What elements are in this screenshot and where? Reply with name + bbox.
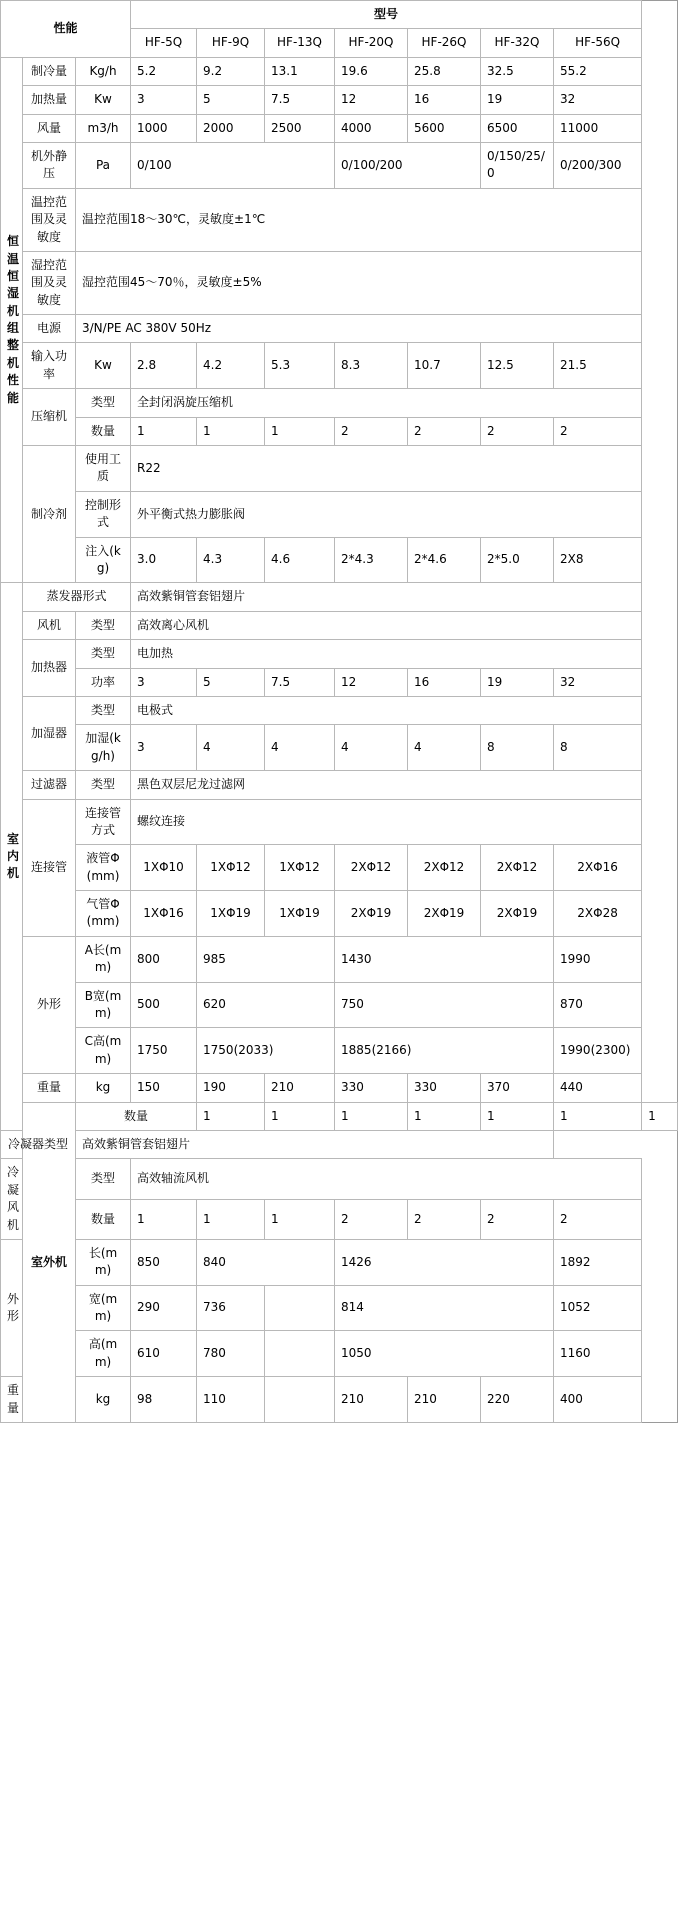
row-condenser — [1, 1130, 678, 1158]
group-label-indoor-unit: 室内机 — [1, 583, 23, 1131]
label-cooling-capacity: 制冷量 — [23, 57, 76, 85]
cell-gas-pipe-7: 2XΦ28 — [554, 891, 642, 937]
row-heating-capacity — [1, 86, 678, 114]
cell-outdoor-qty-2: 1 — [265, 1102, 335, 1130]
cell-humidifier-cap-1: 3 — [131, 725, 197, 771]
cell-airflow-4: 4000 — [335, 114, 408, 142]
label-filter-type: 类型 — [76, 771, 131, 799]
label-condenser: 冷凝器类型 — [1, 1130, 76, 1158]
row-outdoor-weight — [1, 1377, 678, 1423]
cell-indoor-weight-2: 190 — [197, 1074, 265, 1102]
row-static-pressure — [1, 142, 678, 188]
label-liquid-pipe: 液管Φ(mm) — [76, 845, 131, 891]
row-indoor-height — [1, 1028, 678, 1074]
model-col-1: HF-5Q — [131, 29, 197, 57]
cell-condenser-fan-qty-2: 1 — [197, 1199, 265, 1239]
label-compressor: 压缩机 — [23, 389, 76, 446]
cell-outdoor-width-empty — [265, 1285, 335, 1331]
model-col-5: HF-26Q — [408, 29, 481, 57]
unit-static-pressure: Pa — [76, 142, 131, 188]
label-connect-pipe-method: 连接管方式 — [76, 799, 131, 845]
cell-indoor-length-1: 800 — [131, 936, 197, 982]
cell-outdoor-weight-7: 400 — [554, 1377, 642, 1423]
cell-outdoor-qty-7: 1 — [642, 1102, 678, 1130]
cell-outdoor-length-3: 1426 — [335, 1239, 554, 1285]
cell-input-power-2: 4.2 — [197, 343, 265, 389]
cell-humidifier-cap-2: 4 — [197, 725, 265, 771]
cell-refrigerant-charge-2: 4.3 — [197, 537, 265, 583]
cell-indoor-weight-3: 210 — [265, 1074, 335, 1102]
cell-compressor-qty-3: 1 — [265, 417, 335, 445]
cell-humidifier-cap-6: 8 — [481, 725, 554, 771]
cell-input-power-4: 8.3 — [335, 343, 408, 389]
cell-humidity-control: 湿控范围45～70％，灵敏度±5% — [76, 251, 642, 314]
label-filter: 过滤器 — [23, 771, 76, 799]
cell-outdoor-weight-4: 210 — [335, 1377, 408, 1423]
label-outdoor-length: 长(mm) — [76, 1239, 131, 1285]
label-heater-type: 类型 — [76, 640, 131, 668]
cell-humidifier-cap-4: 4 — [335, 725, 408, 771]
cell-cooling-6: 32.5 — [481, 57, 554, 85]
cell-outdoor-height-1: 610 — [131, 1331, 197, 1377]
cell-connect-pipe-method: 螺纹连接 — [131, 799, 642, 845]
label-condenser-fan: 冷凝风机 — [1, 1159, 23, 1240]
cell-compressor-qty-4: 2 — [335, 417, 408, 445]
cell-indoor-length-2: 985 — [197, 936, 335, 982]
row-input-power — [1, 343, 678, 389]
cell-indoor-height-3: 1885(2166) — [335, 1028, 554, 1074]
cell-compressor-qty-1: 1 — [131, 417, 197, 445]
cell-cooling-3: 13.1 — [265, 57, 335, 85]
cell-condenser: 高效紫铜管套铝翅片 — [76, 1130, 554, 1158]
cell-outdoor-length-4: 1892 — [554, 1239, 642, 1285]
header-performance: 性能 — [1, 1, 131, 58]
cell-refrigerant-charge-3: 4.6 — [265, 537, 335, 583]
cell-compressor-qty-5: 2 — [408, 417, 481, 445]
model-col-6: HF-32Q — [481, 29, 554, 57]
label-heater-power: 功率 — [76, 668, 131, 696]
cell-input-power-3: 5.3 — [265, 343, 335, 389]
row-indoor-length — [1, 936, 678, 982]
label-evaporator: 蒸发器形式 — [23, 583, 131, 611]
label-condenser-fan-type: 类型 — [76, 1159, 131, 1199]
row-outdoor-quantity — [1, 1102, 678, 1130]
cell-humidifier-cap-3: 4 — [265, 725, 335, 771]
cell-compressor-qty-6: 2 — [481, 417, 554, 445]
cell-indoor-weight-6: 370 — [481, 1074, 554, 1102]
cell-liquid-pipe-5: 2XΦ12 — [408, 845, 481, 891]
row-refrigerant-control — [1, 491, 678, 537]
cell-gas-pipe-1: 1XΦ16 — [131, 891, 197, 937]
label-static-pressure: 机外静压 — [23, 142, 76, 188]
cell-input-power-5: 10.7 — [408, 343, 481, 389]
row-outdoor-length — [1, 1239, 678, 1285]
label-humidifier-capacity: 加湿(kg/h) — [76, 725, 131, 771]
cell-cooling-5: 25.8 — [408, 57, 481, 85]
cell-indoor-weight-4: 330 — [335, 1074, 408, 1102]
cell-outdoor-qty-4: 1 — [408, 1102, 481, 1130]
row-liquid-pipe — [1, 845, 678, 891]
label-outdoor-quantity: 数量 — [76, 1102, 197, 1130]
row-humidifier-capacity — [1, 725, 678, 771]
label-indoor-weight: 重量 — [23, 1074, 76, 1102]
cell-compressor-qty-7: 2 — [554, 417, 642, 445]
cell-indoor-weight-1: 150 — [131, 1074, 197, 1102]
label-humidity-control: 湿控范围及灵敏度 — [23, 251, 76, 314]
row-gas-pipe — [1, 891, 678, 937]
row-power-supply — [1, 315, 678, 343]
row-compressor-type — [1, 389, 678, 417]
row-condenser-fan-type — [1, 1159, 678, 1199]
label-indoor-fan: 风机 — [23, 611, 76, 639]
cell-indoor-fan-type: 高效离心风机 — [131, 611, 642, 639]
label-connect-pipe: 连接管 — [23, 799, 76, 936]
row-heater-power — [1, 668, 678, 696]
cell-condenser-fan-qty-6: 2 — [481, 1199, 554, 1239]
label-indoor-height: C高(mm) — [76, 1028, 131, 1074]
cell-indoor-weight-5: 330 — [408, 1074, 481, 1102]
cell-evaporator: 高效紫铜管套铝翅片 — [131, 583, 642, 611]
cell-outdoor-length-1: 850 — [131, 1239, 197, 1285]
cell-heater-type: 电加热 — [131, 640, 642, 668]
unit-cooling-capacity: Kg/h — [76, 57, 131, 85]
cell-liquid-pipe-6: 2XΦ12 — [481, 845, 554, 891]
label-indoor-dimensions: 外形 — [23, 936, 76, 1073]
cell-liquid-pipe-1: 1XΦ10 — [131, 845, 197, 891]
cell-cooling-2: 9.2 — [197, 57, 265, 85]
cell-refrigerant-charge-6: 2*5.0 — [481, 537, 554, 583]
cell-airflow-6: 6500 — [481, 114, 554, 142]
label-heating-capacity: 加热量 — [23, 86, 76, 114]
cell-outdoor-height-2: 780 — [197, 1331, 265, 1377]
label-temperature-control: 温控范围及灵敏度 — [23, 188, 76, 251]
cell-outdoor-width-4: 1052 — [554, 1285, 642, 1331]
cell-outdoor-qty-3: 1 — [335, 1102, 408, 1130]
row-indoor-weight — [1, 1074, 678, 1102]
table-header-row-1 — [1, 1, 678, 29]
cell-heater-power-7: 32 — [554, 668, 642, 696]
label-outdoor-height: 高(mm) — [76, 1331, 131, 1377]
label-compressor-quantity: 数量 — [76, 417, 131, 445]
cell-outdoor-weight-6: 220 — [481, 1377, 554, 1423]
cell-indoor-width-2: 620 — [197, 982, 335, 1028]
cell-liquid-pipe-3: 1XΦ12 — [265, 845, 335, 891]
cell-humidifier-type: 电极式 — [131, 696, 642, 724]
label-compressor-type: 类型 — [76, 389, 131, 417]
row-temperature-control — [1, 188, 678, 251]
cell-input-power-7: 21.5 — [554, 343, 642, 389]
cell-outdoor-weight-5: 210 — [408, 1377, 481, 1423]
cell-outdoor-width-1: 290 — [131, 1285, 197, 1331]
unit-heating-capacity: Kw — [76, 86, 131, 114]
cell-indoor-weight-7: 440 — [554, 1074, 642, 1102]
model-col-2: HF-9Q — [197, 29, 265, 57]
label-input-power: 输入功率 — [23, 343, 76, 389]
cell-condenser-fan-qty-5: 2 — [408, 1199, 481, 1239]
label-humidifier: 加湿器 — [23, 696, 76, 770]
cell-refrigerant-charge-4: 2*4.3 — [335, 537, 408, 583]
label-humidifier-type: 类型 — [76, 696, 131, 724]
cell-airflow-3: 2500 — [265, 114, 335, 142]
cell-outdoor-qty-5: 1 — [481, 1102, 554, 1130]
unit-indoor-weight: kg — [76, 1074, 131, 1102]
cell-heating-2: 5 — [197, 86, 265, 114]
cell-heating-6: 19 — [481, 86, 554, 114]
cell-outdoor-length-2: 840 — [197, 1239, 335, 1285]
cell-outdoor-height-empty — [265, 1331, 335, 1377]
cell-gas-pipe-5: 2XΦ19 — [408, 891, 481, 937]
cell-filter-type: 黑色双层尼龙过滤网 — [131, 771, 642, 799]
row-condenser-fan-quantity — [1, 1199, 678, 1239]
cell-outdoor-weight-3 — [265, 1377, 335, 1423]
cell-indoor-width-3: 750 — [335, 982, 554, 1028]
row-indoor-fan — [1, 611, 678, 639]
row-refrigerant-medium — [1, 446, 678, 492]
cell-indoor-length-4: 1990 — [554, 936, 642, 982]
row-outdoor-height — [1, 1331, 678, 1377]
cell-condenser-fan-type: 高效轴流风机 — [131, 1159, 642, 1199]
model-col-3: HF-13Q — [265, 29, 335, 57]
group-label-outdoor-unit: 室外机 — [23, 1102, 76, 1422]
cell-heating-3: 7.5 — [265, 86, 335, 114]
cell-compressor-type: 全封闭涡旋压缩机 — [131, 389, 642, 417]
cell-outdoor-weight-1: 98 — [131, 1377, 197, 1423]
cell-airflow-5: 5600 — [408, 114, 481, 142]
cell-condenser-fan-qty-3: 1 — [265, 1199, 335, 1239]
cell-gas-pipe-6: 2XΦ19 — [481, 891, 554, 937]
cell-input-power-1: 2.8 — [131, 343, 197, 389]
cell-cooling-1: 5.2 — [131, 57, 197, 85]
cell-heating-1: 3 — [131, 86, 197, 114]
cell-outdoor-height-4: 1160 — [554, 1331, 642, 1377]
cell-static-pressure-2: 0/100/200 — [335, 142, 481, 188]
label-airflow: 风量 — [23, 114, 76, 142]
label-outdoor-dimensions: 外形 — [1, 1239, 23, 1376]
cell-heater-power-5: 16 — [408, 668, 481, 696]
cell-indoor-width-1: 500 — [131, 982, 197, 1028]
cell-indoor-height-1: 1750 — [131, 1028, 197, 1074]
row-filter — [1, 771, 678, 799]
cell-heater-power-2: 5 — [197, 668, 265, 696]
row-evaporator — [1, 583, 678, 611]
cell-refrigerant-charge-1: 3.0 — [131, 537, 197, 583]
label-heater: 加热器 — [23, 640, 76, 697]
cell-static-pressure-4: 0/200/300 — [554, 142, 642, 188]
cell-airflow-2: 2000 — [197, 114, 265, 142]
cell-liquid-pipe-7: 2XΦ16 — [554, 845, 642, 891]
cell-outdoor-width-3: 814 — [335, 1285, 554, 1331]
cell-heater-power-6: 19 — [481, 668, 554, 696]
cell-refrigerant-control: 外平衡式热力膨胀阀 — [131, 491, 642, 537]
cell-outdoor-qty-6: 1 — [554, 1102, 642, 1130]
label-power-supply: 电源 — [23, 315, 76, 343]
cell-outdoor-width-2: 736 — [197, 1285, 265, 1331]
cell-cooling-7: 55.2 — [554, 57, 642, 85]
row-refrigerant-charge — [1, 537, 678, 583]
cell-indoor-length-3: 1430 — [335, 936, 554, 982]
cell-heating-7: 32 — [554, 86, 642, 114]
cell-outdoor-height-3: 1050 — [335, 1331, 554, 1377]
model-col-7: HF-56Q — [554, 29, 642, 57]
cell-temperature-control: 温控范围18～30℃，灵敏度±1℃ — [76, 188, 642, 251]
label-indoor-width: B宽(mm) — [76, 982, 131, 1028]
cell-humidifier-cap-7: 8 — [554, 725, 642, 771]
cell-compressor-qty-2: 1 — [197, 417, 265, 445]
label-refrigerant: 制冷剂 — [23, 446, 76, 583]
cell-heater-power-1: 3 — [131, 668, 197, 696]
cell-gas-pipe-2: 1XΦ19 — [197, 891, 265, 937]
label-refrigerant-medium: 使用工质 — [76, 446, 131, 492]
cell-airflow-7: 11000 — [554, 114, 642, 142]
cell-power-supply: 3/N/PE AC 380V 50Hz — [76, 315, 642, 343]
label-condenser-fan-quantity: 数量 — [76, 1199, 131, 1239]
row-airflow — [1, 114, 678, 142]
cell-condenser-fan-qty-1: 1 — [131, 1199, 197, 1239]
cell-heating-5: 16 — [408, 86, 481, 114]
cell-liquid-pipe-4: 2XΦ12 — [335, 845, 408, 891]
unit-airflow: m3/h — [76, 114, 131, 142]
label-gas-pipe: 气管Φ(mm) — [76, 891, 131, 937]
label-refrigerant-control: 控制形式 — [76, 491, 131, 537]
row-humidifier-type — [1, 696, 678, 724]
header-model: 型号 — [131, 1, 642, 29]
cell-refrigerant-charge-5: 2*4.6 — [408, 537, 481, 583]
cell-outdoor-weight-2: 110 — [197, 1377, 265, 1423]
cell-indoor-width-4: 870 — [554, 982, 642, 1028]
unit-input-power: Kw — [76, 343, 131, 389]
cell-cooling-4: 19.6 — [335, 57, 408, 85]
cell-airflow-1: 1000 — [131, 114, 197, 142]
cell-static-pressure-1: 0/100 — [131, 142, 335, 188]
row-outdoor-width — [1, 1285, 678, 1331]
cell-heater-power-4: 12 — [335, 668, 408, 696]
row-indoor-width — [1, 982, 678, 1028]
cell-indoor-height-2: 1750(2033) — [197, 1028, 335, 1074]
cell-liquid-pipe-2: 1XΦ12 — [197, 845, 265, 891]
cell-heating-4: 12 — [335, 86, 408, 114]
label-outdoor-weight: 重量 — [1, 1377, 23, 1423]
label-refrigerant-charge: 注入(kg) — [76, 537, 131, 583]
label-outdoor-width: 宽(mm) — [76, 1285, 131, 1331]
cell-refrigerant-charge-7: 2X8 — [554, 537, 642, 583]
cell-input-power-6: 12.5 — [481, 343, 554, 389]
unit-outdoor-weight: kg — [76, 1377, 131, 1423]
cell-outdoor-qty-1: 1 — [197, 1102, 265, 1130]
row-connect-pipe-method — [1, 799, 678, 845]
label-indoor-length: A长(mm) — [76, 936, 131, 982]
row-heater-type — [1, 640, 678, 668]
cell-condenser-fan-qty-7: 2 — [554, 1199, 642, 1239]
row-compressor-quantity — [1, 417, 678, 445]
cell-gas-pipe-3: 1XΦ19 — [265, 891, 335, 937]
cell-humidifier-cap-5: 4 — [408, 725, 481, 771]
group-label-main-unit: 恒温恒湿机组整机性能 — [1, 57, 23, 583]
row-humidity-control — [1, 251, 678, 314]
cell-refrigerant-medium: R22 — [131, 446, 642, 492]
label-indoor-fan-type: 类型 — [76, 611, 131, 639]
cell-gas-pipe-4: 2XΦ19 — [335, 891, 408, 937]
cell-indoor-height-4: 1990(2300) — [554, 1028, 642, 1074]
model-col-4: HF-20Q — [335, 29, 408, 57]
cell-heater-power-3: 7.5 — [265, 668, 335, 696]
row-cooling-capacity — [1, 57, 678, 85]
cell-static-pressure-3: 0/150/25/0 — [481, 142, 554, 188]
cell-condenser-fan-qty-4: 2 — [335, 1199, 408, 1239]
